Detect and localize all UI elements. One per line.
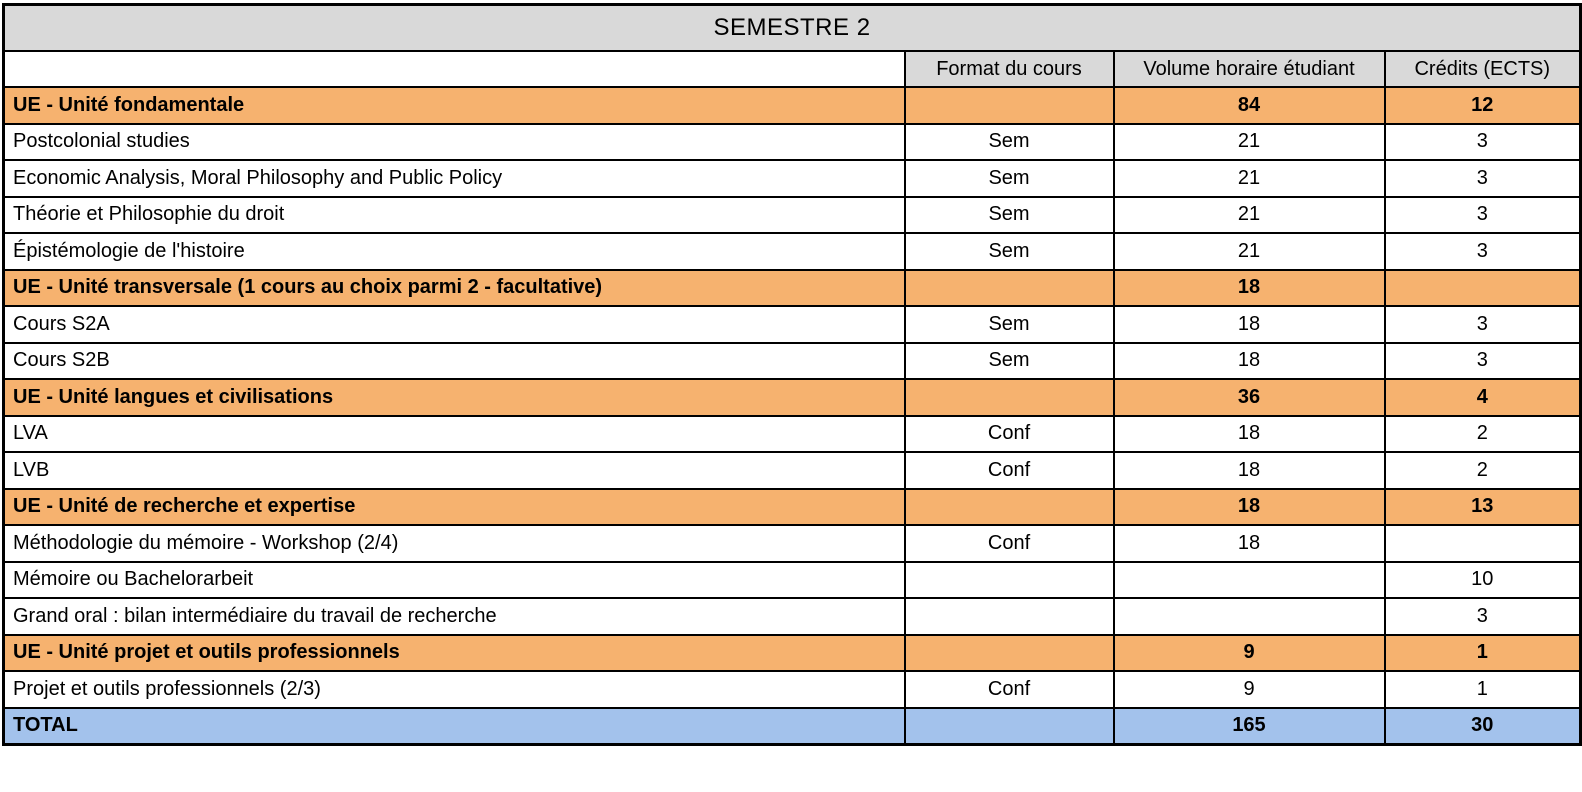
section-row (4, 489, 1581, 526)
volume-value (1114, 598, 1385, 635)
format-value (905, 489, 1114, 526)
row-label: Mémoire ou Bachelorarbeit (4, 562, 905, 599)
course-row (4, 671, 1581, 708)
row-label: Théorie et Philosophie du droit (4, 197, 905, 234)
row-label: LVB (4, 452, 905, 489)
row-label: Cours S2A (4, 306, 905, 343)
volume-value: 18 (1114, 306, 1385, 343)
format-value: Conf (905, 525, 1114, 562)
credits-value: 3 (1385, 233, 1581, 270)
row-label: Cours S2B (4, 343, 905, 380)
format-value: Conf (905, 671, 1114, 708)
format-value: Sem (905, 197, 1114, 234)
row-label: Economic Analysis, Moral Philosophy and Public Policy (4, 160, 905, 197)
volume-value: 18 (1114, 525, 1385, 562)
credits-value: 12 (1385, 87, 1581, 124)
course-row (4, 233, 1581, 270)
volume-value: 21 (1114, 124, 1385, 161)
credits-value: 4 (1385, 379, 1581, 416)
credits-value: 3 (1385, 197, 1581, 234)
course-row (4, 452, 1581, 489)
section-row (4, 270, 1581, 307)
volume-value: 18 (1114, 416, 1385, 453)
credits-value: 13 (1385, 489, 1581, 526)
format-value (905, 379, 1114, 416)
row-label: Grand oral : bilan intermédiaire du travail de recherche (4, 598, 905, 635)
format-value: Sem (905, 306, 1114, 343)
format-value (905, 562, 1114, 599)
course-row (4, 306, 1581, 343)
course-row (4, 598, 1581, 635)
course-row (4, 197, 1581, 234)
volume-value: 18 (1114, 270, 1385, 307)
column-header-format: Format du cours (905, 51, 1114, 87)
volume-value: 84 (1114, 87, 1385, 124)
credits-value: 3 (1385, 343, 1581, 380)
volume-value: 21 (1114, 197, 1385, 234)
credits-value (1385, 525, 1581, 562)
semester-2-table (2, 3, 1582, 746)
format-value: Conf (905, 452, 1114, 489)
volume-value (1114, 562, 1385, 599)
row-label: Épistémologie de l'histoire (4, 233, 905, 270)
format-value: Sem (905, 233, 1114, 270)
format-value: Sem (905, 160, 1114, 197)
format-value (905, 598, 1114, 635)
course-row (4, 562, 1581, 599)
row-label: UE - Unité fondamentale (4, 87, 905, 124)
course-row (4, 525, 1581, 562)
credits-value: 2 (1385, 452, 1581, 489)
volume-value: 18 (1114, 489, 1385, 526)
row-label: LVA (4, 416, 905, 453)
table-body (4, 87, 1581, 744)
credits-value: 30 (1385, 708, 1581, 745)
format-value (905, 635, 1114, 672)
credits-value: 3 (1385, 598, 1581, 635)
credits-value: 1 (1385, 635, 1581, 672)
page-title: SEMESTRE 2 (4, 5, 1581, 52)
row-label: UE - Unité langues et civilisations (4, 379, 905, 416)
column-header-credits: Crédits (ECTS) (1385, 51, 1581, 87)
credits-value: 2 (1385, 416, 1581, 453)
volume-value: 165 (1114, 708, 1385, 745)
course-row (4, 160, 1581, 197)
section-row (4, 379, 1581, 416)
row-label: Méthodologie du mémoire - Workshop (2/4) (4, 525, 905, 562)
row-label: TOTAL (4, 708, 905, 745)
row-label: UE - Unité de recherche et expertise (4, 489, 905, 526)
credits-value: 3 (1385, 160, 1581, 197)
section-row (4, 87, 1581, 124)
column-header-volume: Volume horaire étudiant (1114, 51, 1385, 87)
volume-value: 18 (1114, 452, 1385, 489)
format-value: Sem (905, 343, 1114, 380)
section-row (4, 635, 1581, 672)
format-value (905, 270, 1114, 307)
credits-value: 1 (1385, 671, 1581, 708)
format-value: Conf (905, 416, 1114, 453)
table-title-row (4, 5, 1581, 52)
credits-value: 10 (1385, 562, 1581, 599)
volume-value: 9 (1114, 671, 1385, 708)
row-label: Postcolonial studies (4, 124, 905, 161)
course-row (4, 343, 1581, 380)
course-row (4, 416, 1581, 453)
volume-value: 21 (1114, 160, 1385, 197)
volume-value: 21 (1114, 233, 1385, 270)
course-row (4, 124, 1581, 161)
format-value (905, 87, 1114, 124)
volume-value: 18 (1114, 343, 1385, 380)
format-value (905, 708, 1114, 745)
column-header-row (4, 51, 1581, 87)
format-value: Sem (905, 124, 1114, 161)
volume-value: 36 (1114, 379, 1385, 416)
row-label: UE - Unité transversale (1 cours au choix parmi 2 - facultative) (4, 270, 905, 307)
row-label: Projet et outils professionnels (2/3) (4, 671, 905, 708)
volume-value: 9 (1114, 635, 1385, 672)
column-header-course (4, 51, 905, 87)
credits-value (1385, 270, 1581, 307)
row-label: UE - Unité projet et outils professionnels (4, 635, 905, 672)
credits-value: 3 (1385, 306, 1581, 343)
credits-value: 3 (1385, 124, 1581, 161)
total-row (4, 708, 1581, 745)
